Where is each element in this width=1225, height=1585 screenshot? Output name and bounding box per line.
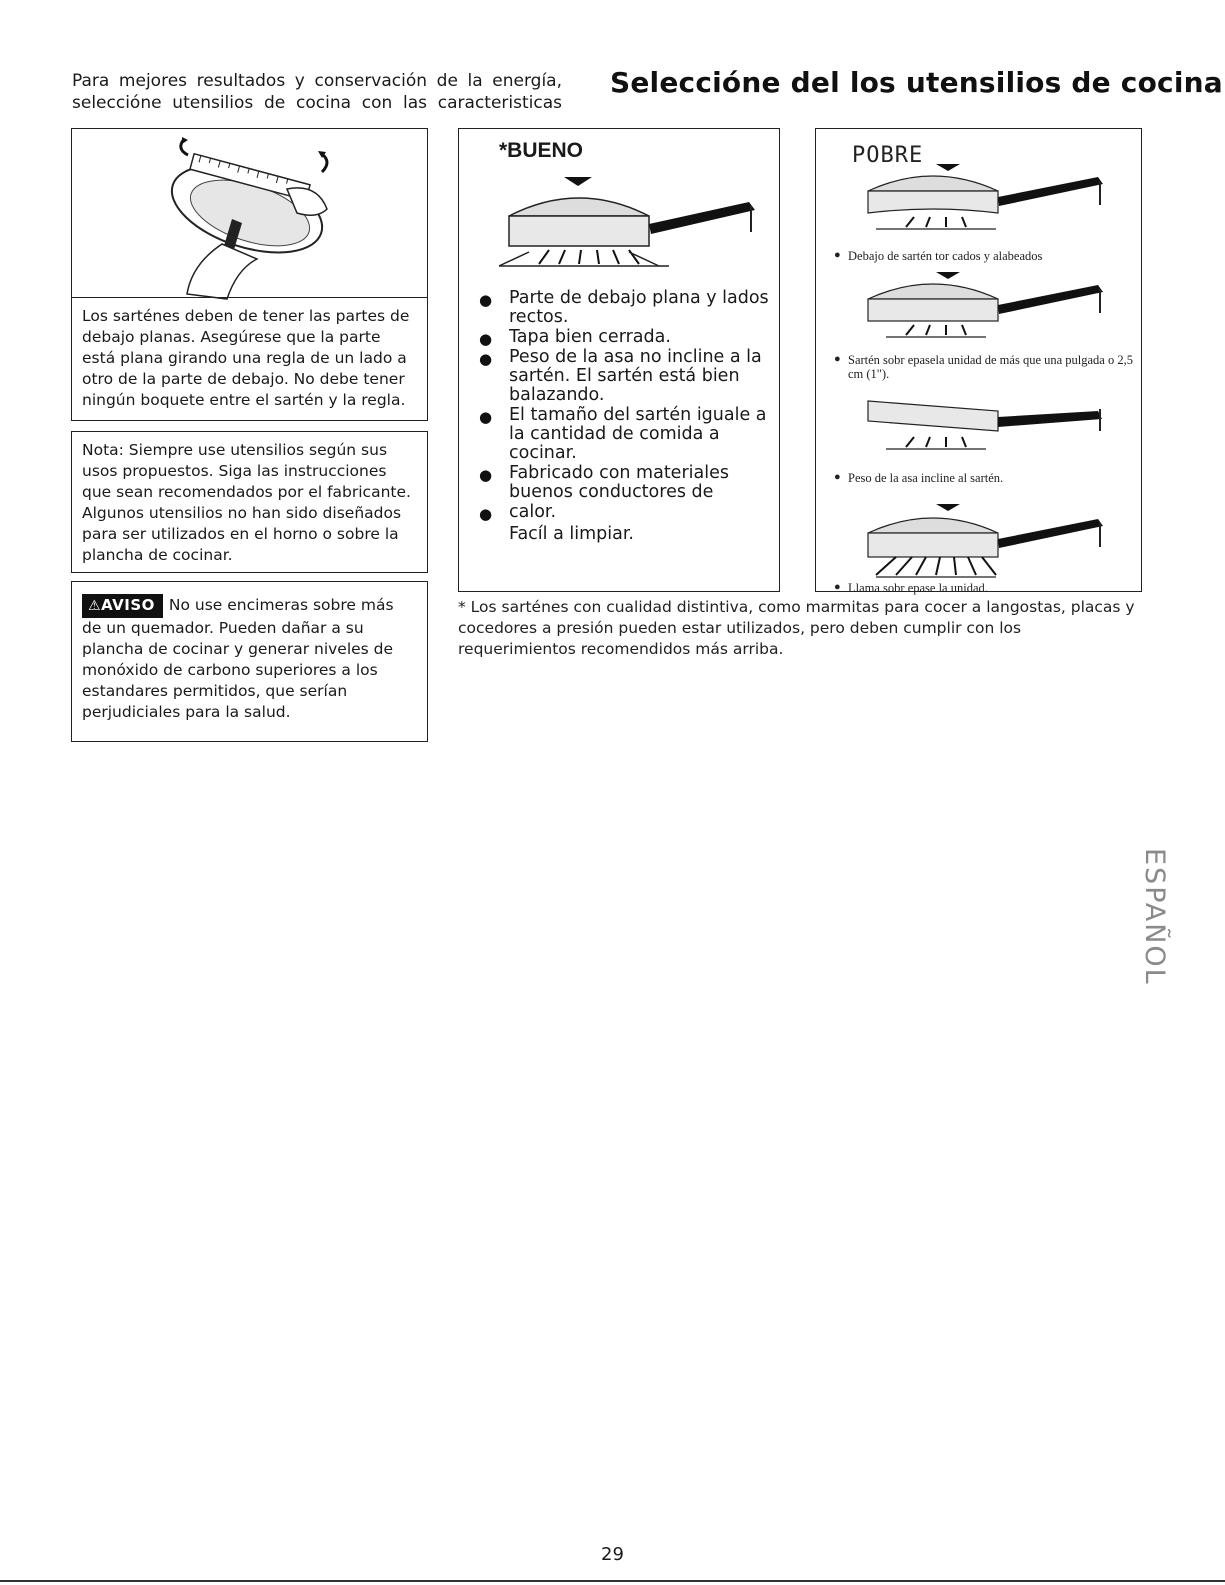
bullet-icon: ● — [479, 466, 493, 484]
warning-triangle-icon: ⚠ — [88, 598, 102, 614]
list-item: ● Tapa bien cerrada. — [479, 327, 671, 348]
flat-bottom-text: Los sarténes deben de tener las partes de debajo planas. Asegúrese que la parte está plana girando una regla de un lado a otro de la parte de debajo. No debe tener ningún boquete entre el sartén y la regla. — [82, 307, 410, 409]
warning-text: No use encimeras sobre más de un quemador. Pueden dañar a su plancha de cocinar y generar niveles de monóxido de carbono superiores a los estandares permitidos, que serían perjudiciales para la salud. — [82, 596, 394, 721]
ruler-illustration-box — [71, 128, 428, 298]
list-item: Facíl a limpiar. — [509, 524, 634, 544]
page-number: 29 — [601, 1544, 624, 1565]
poor-caption-flame: ● Llama sobr epase la unidad. — [834, 581, 988, 595]
page-title: Seleccióne del los utensilios de cocina — [610, 66, 1223, 99]
bullet-icon: ● — [479, 408, 493, 426]
list-item: ● El tamaño del sartén iguale a la cantidad de comida a cocinar. — [479, 405, 767, 463]
poor-caption-tilted: ● Peso de la asa incline al sartén. — [834, 471, 1004, 485]
good-cookware-box — [458, 128, 780, 592]
poor-cookware-box — [815, 128, 1142, 595]
bullet-icon: ● — [479, 350, 493, 368]
list-item: ● Fabricado con materiales buenos conductores de — [479, 463, 729, 502]
poor-pan-oversized-illustration — [856, 269, 1116, 339]
bullet-icon: ● — [479, 330, 493, 348]
list-item: ● Peso de la asa no incline a la sartén. El sartén está bien balazando. — [479, 347, 762, 405]
poor-pan-warped-illustration — [856, 161, 1116, 231]
bullet-icon: ● — [479, 291, 493, 309]
footnote: * Los sarténes con cualidad distintiva, como marmitas para cocer a langostas, placas y cocedores a presión pueden estar utilizados, pero deben cumplir con los requerimientos recomendidos más arriba. — [458, 598, 1135, 658]
bottom-rule — [0, 1580, 1225, 1582]
poor-caption-warped: ● Debajo de sartén tor cados y alabeados — [834, 249, 1043, 263]
bullet-icon: ● — [834, 471, 841, 483]
note-box — [71, 431, 428, 573]
good-pan-illustration — [469, 174, 769, 274]
language-side-label: ESPAÑOL — [1139, 848, 1170, 986]
flat-bottom-box — [71, 297, 428, 421]
poor-title: POBRE — [852, 143, 924, 168]
list-item: ● calor. — [479, 502, 557, 523]
list-item: ● Parte de debajo plana y lados rectos. — [479, 288, 769, 327]
bullet-icon: ● — [479, 505, 493, 523]
good-title: *BUENO — [499, 139, 584, 162]
warning-badge — [82, 594, 163, 618]
good-criteria-list — [477, 289, 777, 545]
note-text: Nota: Siempre use utensilios según sus usos propuestos. Siga las instrucciones que sean recomendados por el fabricante. Algunos utensilios no han sido diseñados para ser utilizados en el horno o sobre la plancha de cocinar. — [82, 441, 411, 564]
warning-label: AVISO — [101, 596, 155, 614]
bullet-icon: ● — [834, 581, 841, 593]
ruler-check-illustration — [72, 129, 429, 299]
warning-box — [71, 581, 428, 742]
bullet-icon: ● — [834, 249, 841, 261]
intro-text: Para mejores resultados y conservación de la energía, seleccióne utensilios de cocina con las caracteristicas — [72, 71, 562, 113]
poor-pan-flame-illustration — [856, 501, 1116, 581]
poor-caption-oversized: ● Sartén sobr epasela unidad de más que una pulgada o 2,5 cm (1"). — [834, 353, 1133, 381]
poor-pan-tilted-illustration — [856, 391, 1116, 451]
bullet-icon: ● — [834, 353, 841, 365]
